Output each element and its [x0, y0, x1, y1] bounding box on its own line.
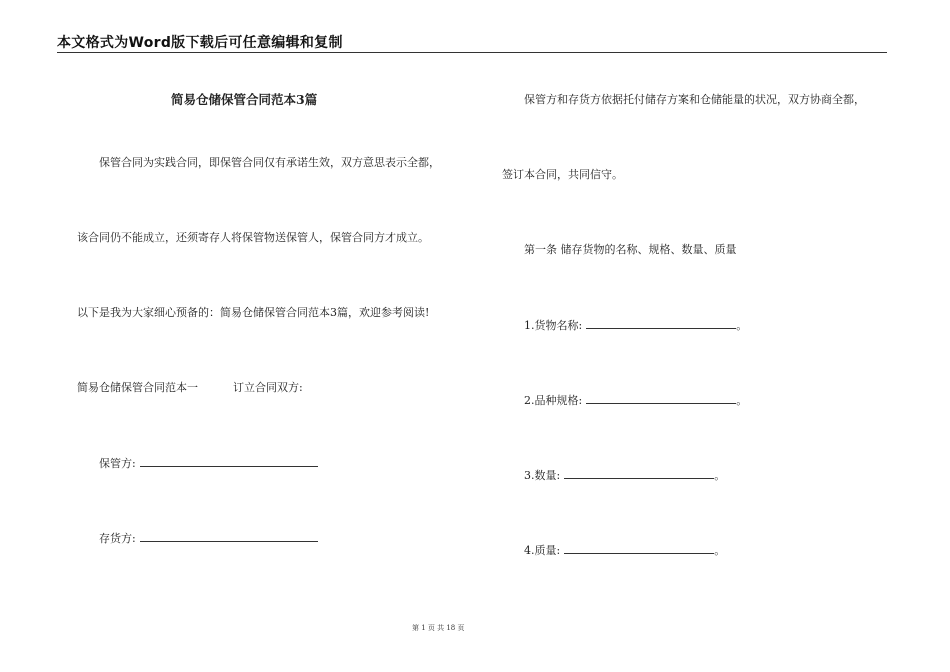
document-title: 简易仓储保管合同范本3篇 [171, 92, 318, 107]
goods-name-blank-line [586, 318, 736, 329]
intro-paragraph-line-1: 保管合同为实践合同，即保管合同仅有承诺生效，双方意思表示全都， [99, 156, 440, 169]
depositor-label: 存货方: [99, 532, 136, 545]
custodian-field [99, 456, 318, 471]
quality-field [524, 543, 725, 558]
quality-period: 。 [714, 544, 726, 557]
spec-blank-line [586, 393, 736, 404]
goods-name-period: 。 [736, 319, 748, 332]
document-banner: 本文格式为Word版下载后可任意编辑和复制 [57, 35, 343, 51]
goods-name-field [524, 318, 747, 333]
intro-paragraph-line-3: 以下是我为大家细心预备的：简易仓储保管合同范本3篇，欢迎参考阅读! [77, 306, 430, 319]
goods-name-label: 1.货物名称: [524, 319, 583, 332]
right-paragraph-line-2: 签订本合同，共同信守。 [502, 168, 623, 181]
custodian-blank-line [140, 456, 318, 467]
header-divider [57, 52, 887, 53]
quality-blank-line [564, 543, 714, 554]
right-paragraph-line-1: 保管方和存货方依据托付储存方案和仓储能量的状况，双方协商全都， [524, 93, 865, 106]
quantity-blank-line [564, 468, 714, 479]
custodian-label: 保管方: [99, 457, 136, 470]
section-heading: 简易仓储保管合同范本一 [77, 381, 198, 394]
quality-label: 4.质量: [524, 544, 561, 557]
spec-period: 。 [736, 394, 748, 407]
page-number: 第 1 页 共 18 页 [412, 624, 465, 632]
quantity-label: 3.数量: [524, 469, 561, 482]
quantity-period: 。 [714, 469, 726, 482]
quantity-field [524, 468, 725, 483]
spec-label: 2.品种规格: [524, 394, 583, 407]
spec-field [524, 393, 747, 408]
intro-paragraph-line-2: 该合同仍不能成立，还须寄存人将保管物送保管人，保管合同方才成立。 [77, 231, 429, 244]
depositor-blank-line [140, 531, 318, 542]
contract-parties-label: 订立合同双方: [233, 381, 303, 394]
depositor-field [99, 531, 318, 546]
article-one-heading: 第一条 储存货物的名称、规格、数量、质量 [524, 243, 737, 256]
